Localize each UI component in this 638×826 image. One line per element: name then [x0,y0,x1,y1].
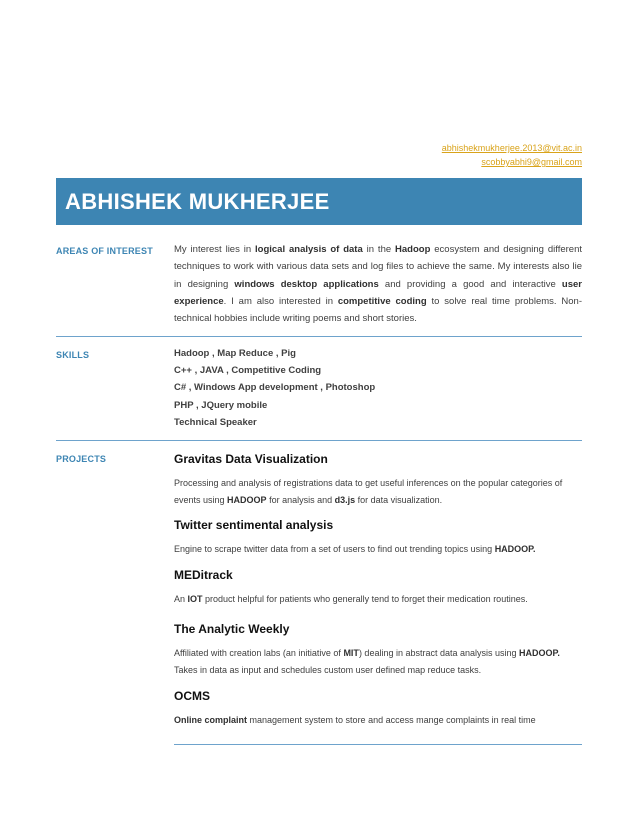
email-link-primary[interactable]: abhishekmukherjee.2013@vit.ac.in [441,143,582,153]
project-desc-text: management system to store and access mange complaints in real time [247,715,536,725]
project-desc-text: Affiliated with creation labs (an initiative of [174,648,344,658]
project-title: The Analytic Weekly [174,622,290,636]
project-description [174,645,582,679]
skill-item: C# , Windows App development , Photoshop [174,382,376,394]
project-desc-text: Takes in data as input and schedules custom user defined map reduce tasks. [174,665,482,675]
interest-text-1: My interest lies in [174,244,256,255]
project-desc-bold: d3.js [334,495,356,505]
interest-bold-2: Hadoop [395,244,431,255]
skill-item: PHP , JQuery mobile [174,399,268,411]
project-title: Twitter sentimental analysis [174,518,334,532]
section-label-interest: AREAS OF INTEREST [56,246,153,256]
divider-skills [56,440,582,441]
project-desc-text: An [174,594,188,604]
interest-text-4: and providing a good and interactive [378,278,562,290]
skill-item: C++ , JAVA , Competitive Coding [174,365,322,377]
project-analytic-weekly [174,621,582,679]
project-desc-bold: Online complaint [174,715,248,725]
section-body-interest [174,241,582,327]
project-desc-bold: HADOOP [227,495,267,505]
project-desc-bold: HADOOP. [519,648,560,658]
section-label-skills: SKILLS [56,350,90,360]
divider-projects [174,744,582,745]
project-desc-bold: HADOOP. [494,544,536,554]
project-gravitas [174,451,582,509]
project-desc-text: ) dealing in abstract data analysis using [358,648,520,658]
project-description [174,475,582,509]
project-description [174,712,582,729]
interest-paragraph [174,241,582,327]
project-desc-text: for data visualization. [355,495,443,505]
project-ocms [174,688,582,729]
project-meditrack [174,567,582,608]
interest-text-3: ecosystem and designing different techniques to work with various data sets and log files to achieve the same. My interests also lie in designing [174,244,583,290]
project-desc-text: for analysis and [266,495,335,505]
project-twitter [174,517,582,558]
contact-block [442,141,582,169]
interest-text-2: in the [362,244,396,255]
interest-bold-1: logical analysis of data [255,244,363,255]
section-label-projects: PROJECTS [56,454,107,464]
project-title: Gravitas Data Visualization [174,452,328,466]
project-description [174,541,582,558]
interest-text-6: to solve real time problems. Non-technical hobbies include writing poems and short stories. [174,295,582,325]
candidate-name: ABHISHEK MUKHERJEE [65,189,330,214]
interest-text-5: . I am also interested in [223,295,338,307]
divider-interest [56,336,582,337]
interest-bold-3: windows desktop applications [234,278,379,290]
project-description [174,591,582,608]
email-link-secondary[interactable]: scobbyabhi9@gmail.com [481,157,582,167]
interest-bold-5: competitive coding [337,295,427,307]
project-desc-text: Processing and analysis of registrations data to get useful inferences on the popular categories of events using [174,478,563,505]
project-title: OCMS [174,689,210,703]
section-body-skills [174,345,582,431]
project-desc-text: product helpful for patients who generally tend to forget their medication routines. [202,594,528,604]
interest-bold-4: user experience [174,278,582,307]
skill-item: Technical Speaker [174,416,257,428]
name-banner [56,178,582,225]
project-desc-bold: IOT [187,594,203,604]
project-desc-text: Engine to scrape twitter data from a set of users to find out trending topics using [174,544,495,554]
skill-item: Hadoop , Map Reduce , Pig [174,348,296,359]
project-title: MEDitrack [174,568,233,582]
project-desc-bold: MIT [343,648,359,658]
